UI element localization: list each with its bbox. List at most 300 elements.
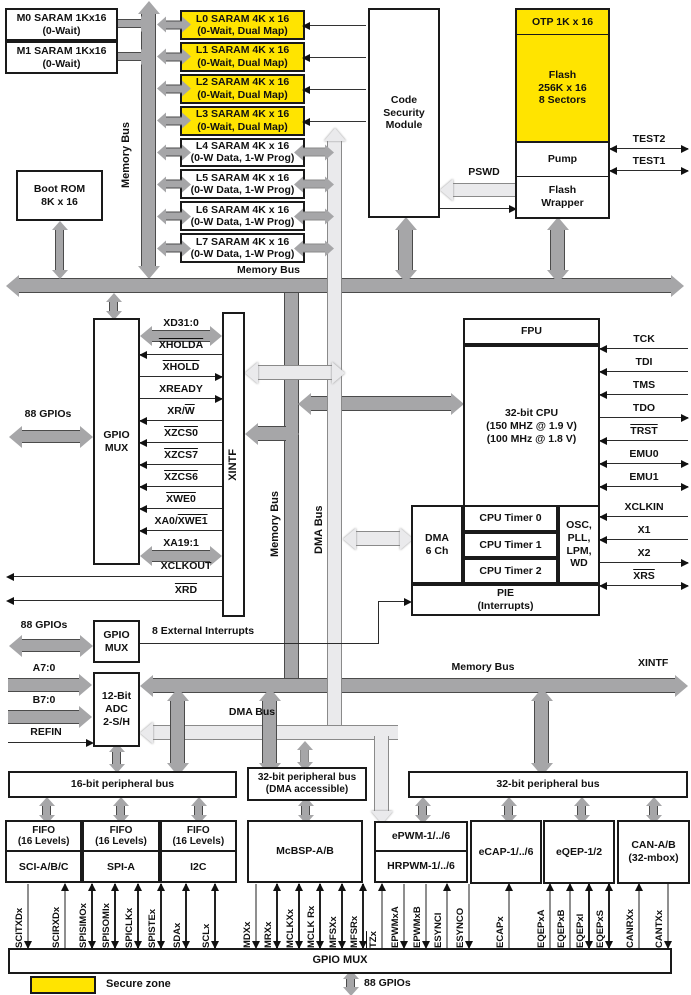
bus32-drop-connector: [534, 701, 549, 763]
fifo-peripheral-block: [160, 820, 237, 883]
pin-line: [255, 884, 257, 948]
osc-line4: WD: [570, 557, 588, 570]
pin-label: SCIRXDx: [51, 906, 62, 948]
pin: [595, 884, 610, 948]
xintf-label: XINTF: [226, 448, 239, 481]
pin-line: [381, 884, 383, 948]
pin: [575, 884, 590, 948]
bus32-block: 32-bit peripheral bus: [408, 771, 688, 798]
m1-title: M1 SARAM 1Kx16: [16, 44, 107, 57]
fifo-levels: (16 Levels): [95, 836, 147, 847]
pin-label: CANTXx: [654, 909, 665, 948]
saram-title: L6 SARAM 4K x 16: [195, 203, 290, 216]
saram-subtitle: (0-W Data, 1-W Prog): [190, 216, 295, 229]
jtag-signal: [600, 472, 688, 495]
adc-line1: 12-Bit: [101, 690, 132, 703]
fifo-cell: [162, 822, 235, 852]
pin: [101, 884, 116, 948]
signal-label: XZCS6: [164, 471, 198, 483]
dma-block: [411, 505, 463, 584]
csm-bus-connector: [398, 230, 413, 270]
pin-line: [362, 884, 364, 948]
saram-subtitle: (0-W Data, 1-W Prog): [190, 184, 295, 197]
mcbsp-bus-connector: [301, 806, 310, 815]
can-pins: [625, 884, 669, 948]
signal-line: [140, 486, 222, 487]
signal-line: [600, 417, 688, 418]
signal-label: XZCS0: [164, 427, 198, 439]
pswd-label: PSWD: [468, 166, 500, 178]
pin-label: MCLK Rx: [306, 905, 318, 948]
m1-bus-connector: [118, 52, 141, 61]
bus32dma-line2: (DMA accessible): [265, 784, 349, 795]
pin-label: ESYNCO: [455, 907, 466, 948]
flash-bus-connector: [550, 230, 565, 270]
can-bus-connector: [649, 806, 658, 815]
signal-label: XA0/XWE1: [154, 515, 208, 527]
gpio-88-arrow-1: [22, 430, 80, 443]
signal-line: [140, 530, 222, 531]
signal-label: XA19:1: [163, 537, 199, 549]
pin-label: ESYNCI: [433, 912, 445, 948]
pin-label: SPISIMOx: [78, 903, 89, 948]
pump-block: Pump: [517, 143, 608, 177]
xintf-signal: [140, 318, 222, 340]
saram-title: L7 SARAM 4K x 16: [195, 235, 290, 248]
eqep-block: eQEP-1/2: [543, 820, 615, 884]
gpio-mux1-line1: GPIO: [103, 428, 130, 441]
fifo-title: FIFO: [109, 824, 133, 836]
signal-label: EMU0: [629, 448, 659, 460]
saram-subtitle: (0-Wait, Dual Map): [197, 88, 288, 101]
pin-line: [91, 884, 93, 948]
fifo-peripheral-row: [5, 820, 237, 883]
saram-subtitle: (0-W Data, 1-W Prog): [190, 248, 295, 261]
pin: [349, 884, 364, 948]
gpio-mux2-line2: MUX: [104, 641, 129, 654]
pin: [14, 884, 29, 948]
csm-secure-line: [303, 121, 366, 122]
pin-label: SPISTEx: [147, 908, 158, 948]
epwm-bus-connector: [418, 806, 427, 815]
signal-label: TEST2: [632, 133, 666, 145]
xintf-signal: [140, 428, 222, 450]
adc-bus16-connector: [112, 752, 121, 764]
pin: [124, 884, 139, 948]
pin-line: [608, 884, 610, 948]
pin: [412, 884, 427, 948]
pin-label: SCLx: [201, 923, 212, 948]
gpio-mux1-block: [93, 318, 140, 565]
dma-bus-connector: [303, 212, 325, 221]
peripheral-name: SPI-A: [106, 860, 135, 873]
pin-line: [185, 884, 187, 948]
pin-line: [64, 884, 66, 948]
pin-label: EQEPxS: [594, 909, 606, 948]
signal-line: [140, 420, 222, 421]
saram-block: [180, 138, 305, 168]
dma-bus-vertical-label: DMA Bus: [313, 505, 325, 554]
saram-block: [180, 169, 305, 199]
dma-bus-epwm-drop: [374, 736, 389, 811]
signal-label: $\overline{XRS}$: [633, 570, 655, 582]
signal-line: [140, 354, 222, 355]
saram-subtitle: (0-W Data, 1-W Prog): [190, 152, 295, 165]
pin: [328, 884, 343, 948]
gpiomux1-bus-connector: [109, 302, 118, 311]
saram-subtitle: (0-Wait, Dual Map): [197, 120, 288, 133]
pin-line: [137, 884, 139, 948]
pin-line: [298, 884, 300, 948]
pin-line: [114, 884, 116, 948]
ext-interrupts-line: [140, 643, 379, 644]
jtag-signal: [600, 357, 688, 380]
pin: [172, 884, 187, 948]
dma-bus-connector: [303, 148, 325, 157]
gpios-label-1: 88 GPIOs: [24, 408, 72, 420]
signal-label: XWE0: [166, 493, 196, 505]
adc-a-input-arrow: [8, 678, 79, 692]
m0-bus-connector: [118, 19, 141, 28]
gpio-88-arrow-2: [22, 639, 80, 652]
pin-line: [638, 884, 640, 948]
pin: [201, 884, 216, 948]
fifo2-bus-connector: [116, 806, 125, 815]
ecap-block: eCAP-1/../6: [470, 820, 542, 884]
cpu-block: [463, 345, 600, 508]
xrd-label: $\overline{XRD}$: [174, 584, 198, 596]
i2c-pins: [172, 884, 216, 948]
memory-bus-connector: [166, 212, 182, 221]
epwm-cell: ePWM-1/../6: [376, 823, 466, 852]
memory-bus-connector: [166, 244, 182, 253]
code-security-module-block: [368, 8, 440, 218]
osc-line1: OSC,: [566, 518, 592, 531]
pin: [368, 884, 383, 948]
pin: [51, 884, 66, 948]
pie-line1: PIE: [497, 587, 514, 600]
sci-pins: [14, 884, 66, 948]
fifo-levels: (16 Levels): [172, 836, 225, 847]
signal-label: $XR/\overline{W}$: [167, 405, 195, 417]
pin-label: SPICLKx: [124, 907, 135, 948]
xintf-signal: [140, 538, 222, 560]
m0-title: M0 SARAM 1Kx16: [16, 11, 107, 24]
pin-label: MCLKXx: [284, 908, 296, 948]
m0-subtitle: (0-Wait): [42, 24, 81, 37]
memory-bus-vertical-label: Memory Bus: [120, 121, 132, 188]
bootrom-title: Boot ROM: [33, 182, 86, 195]
saram-block: [180, 106, 305, 136]
saram-subtitle: (0-Wait, Dual Map): [197, 56, 288, 69]
fifo1-bus-connector: [42, 806, 51, 815]
cpu-timer1-block: CPU Timer 1: [463, 532, 558, 558]
fifo-title: FIFO: [186, 824, 210, 836]
signal-label: X1: [637, 524, 651, 536]
pin-label: EPWMxA: [389, 906, 401, 948]
saram-subtitle: (0-Wait, Dual Map): [197, 24, 288, 37]
spi-pins: [78, 884, 162, 948]
pin-line: [214, 884, 216, 948]
eqep-pins: [536, 884, 610, 948]
saram-title: L3 SARAM 4K x 16: [195, 108, 290, 121]
pin-label: MFSXx: [327, 916, 339, 948]
fifo-peripheral-block: [82, 820, 159, 883]
csm-secure-line: [303, 57, 366, 58]
csm-line1: Code: [390, 93, 418, 106]
pin-label: MFSRx: [348, 915, 360, 948]
pin-label: EQEPxA: [536, 909, 547, 948]
can-line1: CAN-A/B: [631, 839, 676, 852]
signal-line: [140, 442, 222, 443]
pin: [285, 884, 300, 948]
signal-line: [600, 516, 688, 517]
adc-b-label: B7:0: [32, 694, 56, 706]
xintf-signal: [140, 516, 222, 538]
signal-line: [610, 170, 688, 171]
flash-line2: 256K x 16: [538, 81, 587, 94]
osc-line3: LPM,: [566, 544, 592, 557]
cpu-line1: 32-bit CPU: [504, 407, 559, 420]
pie-line2: (Interrupts): [477, 600, 534, 612]
xintf-signal: [140, 494, 222, 516]
cpu-line3: (100 MHz @ 1.8 V): [486, 432, 577, 445]
pswd-arrow: [453, 183, 515, 197]
signal-label: X2: [637, 547, 651, 559]
pin-line: [468, 884, 470, 948]
pin-line: [446, 884, 448, 948]
bus32dma-line1: 32-bit peripheral bus: [257, 771, 357, 783]
signal-label: TDI: [635, 356, 653, 368]
fifo-cell: [84, 822, 157, 852]
pie-block: [411, 584, 600, 616]
xintf-signal: [140, 406, 222, 428]
secure-zone-label: Secure zone: [106, 978, 171, 990]
signal-label: XZCS7: [164, 449, 198, 461]
flash-wrapper-line2: Wrapper: [541, 197, 584, 209]
pin-line: [667, 884, 669, 948]
dma-block-connector: [356, 531, 400, 546]
pin-label: MRXx: [263, 921, 275, 948]
pin-label: ECAPx: [495, 916, 506, 948]
pin-label: SPISOMIx: [101, 903, 112, 948]
pin: [147, 884, 162, 948]
gpio-88-bottom-arrow: [346, 979, 355, 987]
xintf-edge-label: XINTF: [638, 657, 669, 669]
peripheral-name: SCI-A/B/C: [18, 860, 69, 873]
memory-bus-horizontal-1: [19, 278, 671, 293]
dma-bus-horizontal-label: DMA Bus: [228, 706, 276, 718]
cpu-timer2-block: CPU Timer 2: [463, 558, 558, 584]
signal-label: XHOLDA: [158, 339, 204, 351]
adc-block: [93, 672, 140, 747]
signal-label: TMS: [632, 379, 656, 391]
xintf-signal: [140, 450, 222, 472]
dma-bus-connector: [303, 180, 325, 189]
saram-title: L2 SARAM 4K x 16: [195, 76, 290, 89]
csm-to-flashwrapper-line: [440, 208, 515, 209]
fpu-block: FPU: [463, 318, 600, 345]
pin: [455, 884, 470, 948]
gpios-label-2: 88 GPIOs: [20, 619, 68, 631]
xintf-dma-bus-connector: [258, 365, 332, 380]
csm-line3: Module: [385, 119, 423, 132]
xintf-signal-stack: [140, 318, 222, 560]
xintf-block: [222, 312, 245, 617]
osc-pll-block: [558, 505, 600, 584]
pin-line: [27, 884, 29, 948]
dma-line2: 6 Ch: [425, 544, 449, 557]
signal-line: [600, 539, 688, 540]
signal-label: XD31:0: [163, 317, 199, 329]
memory-bus-label-2: Memory Bus: [451, 661, 515, 673]
epwm-pins: [368, 884, 470, 948]
eqep-bus-connector: [577, 806, 586, 815]
fifo-levels: (16 Levels): [17, 836, 70, 847]
m1-saram-block: [5, 41, 118, 74]
pin-line: [319, 884, 321, 948]
memory-bus-label-top: Memory Bus: [236, 264, 300, 276]
bootrom-bus-connector: [55, 230, 64, 270]
pin: [433, 884, 448, 948]
adc-line3: 2-S/H: [103, 715, 130, 728]
signal-line: [600, 463, 688, 464]
pin-label: TZx: [368, 931, 379, 948]
pin: [495, 884, 510, 948]
pin-line: [588, 884, 590, 948]
gpio-mux2-line1: GPIO: [103, 628, 130, 641]
boot-rom-block: [16, 170, 103, 221]
pin: [390, 884, 405, 948]
signal-line: [600, 562, 688, 563]
xintf-signal: [140, 472, 222, 494]
saram-title: L1 SARAM 4K x 16: [195, 44, 290, 57]
signal-line: [610, 148, 688, 149]
ext-interrupts-label: 8 External Interrupts: [152, 625, 255, 637]
pin-label: MDXx: [242, 921, 253, 948]
pin-label: EQEPxI: [575, 913, 587, 948]
signal-line: [600, 348, 688, 349]
jtag-signal: [600, 334, 688, 357]
pin-line: [160, 884, 162, 948]
signal-line: [140, 464, 222, 465]
memory-bus-vertical-mid: [284, 293, 299, 685]
clock-signal: [600, 571, 688, 594]
memory-bus-connector: [166, 180, 182, 189]
flash-block: [517, 35, 608, 143]
saram-block: [180, 201, 305, 231]
m1-subtitle: (0-Wait): [42, 57, 81, 70]
peripheral-name: I2C: [190, 860, 207, 873]
pin: [556, 884, 571, 948]
signal-line: [600, 371, 688, 372]
csm-line2: Security: [383, 106, 425, 119]
saram-block: [180, 233, 305, 263]
saram-block: [180, 42, 305, 72]
jtag-signal: [600, 426, 688, 449]
dma-bus-vertical: [327, 141, 342, 725]
xintf-signal: [140, 340, 222, 362]
mcbsp-pins: [242, 884, 364, 948]
otp-block: OTP 1K x 16: [517, 10, 608, 35]
signal-line: [600, 585, 688, 586]
signal-label: XHOLD: [162, 361, 200, 373]
flash-stack: [515, 8, 610, 219]
jtag-signal: [600, 403, 688, 426]
bus32dma-block: [247, 767, 367, 801]
memory-bus-connector: [166, 116, 182, 125]
pin-line: [403, 884, 405, 948]
pin-label: CANRXx: [625, 908, 636, 948]
pin: [263, 884, 278, 948]
xintf-signal: [140, 384, 222, 406]
pin: [536, 884, 551, 948]
signal-label: TCK: [633, 333, 655, 345]
xclkout-line: [8, 576, 222, 577]
pin-line: [549, 884, 551, 948]
gpio-mux-bar: GPIO MUX: [8, 948, 672, 974]
mcbsp-block: McBSP-A/B: [247, 820, 363, 883]
ecap-pins: [495, 884, 511, 948]
pin: [78, 884, 93, 948]
dma-bus-connector: [303, 244, 325, 253]
osc-line2: PLL,: [567, 531, 591, 544]
pin: [654, 884, 669, 948]
csm-secure-line: [303, 25, 366, 26]
gpio-mux1-line2: MUX: [104, 441, 129, 454]
saram-block: [180, 74, 305, 104]
signal-line: [140, 376, 222, 377]
ext-interrupts-to-pie: [378, 601, 410, 602]
clock-signal: [600, 548, 688, 571]
cpu-line2: (150 MHZ @ 1.9 V): [486, 420, 577, 433]
gpio-mux2-block: [93, 620, 140, 663]
clock-signal: [600, 502, 688, 525]
signal-label: XREADY: [159, 383, 203, 395]
pin: [625, 884, 640, 948]
adc-a-label: A7:0: [32, 662, 56, 674]
signal-label: TEST1: [632, 155, 666, 167]
flash-line3: 8 Sectors: [538, 94, 587, 107]
memory-bus-horizontal-2: [153, 678, 675, 693]
cpu-timer0-block: CPU Timer 0: [463, 505, 558, 532]
ecap-bus-connector: [504, 806, 513, 815]
pin: [306, 884, 321, 948]
refin-label: REFIN: [30, 726, 62, 738]
signal-label: EMU1: [629, 471, 659, 483]
test-signal: [610, 156, 688, 178]
clock-signal: [600, 525, 688, 548]
saram-l-bank: [180, 10, 305, 263]
flash-line1: Flash: [548, 68, 577, 81]
saram-title: L4 SARAM 4K x 16: [195, 140, 290, 153]
xrd-line: [8, 600, 222, 601]
flash-wrapper-block: [517, 177, 608, 217]
dma-bus32dma-connector: [300, 750, 309, 762]
saram-block: [180, 10, 305, 40]
refin-line: [8, 742, 92, 743]
fifo3-bus-connector: [194, 806, 203, 815]
signal-line: [140, 508, 222, 509]
pin-line: [276, 884, 278, 948]
jtag-signal: [600, 449, 688, 472]
signal-line: [600, 486, 688, 487]
memory-bus-connector: [166, 148, 182, 157]
gpios-label-bottom: 88 GPIOs: [364, 977, 411, 989]
memory-bus-connector: [166, 20, 182, 29]
pin-label: EPWMxB: [411, 906, 423, 948]
signal-label: XCLKIN: [624, 501, 664, 513]
